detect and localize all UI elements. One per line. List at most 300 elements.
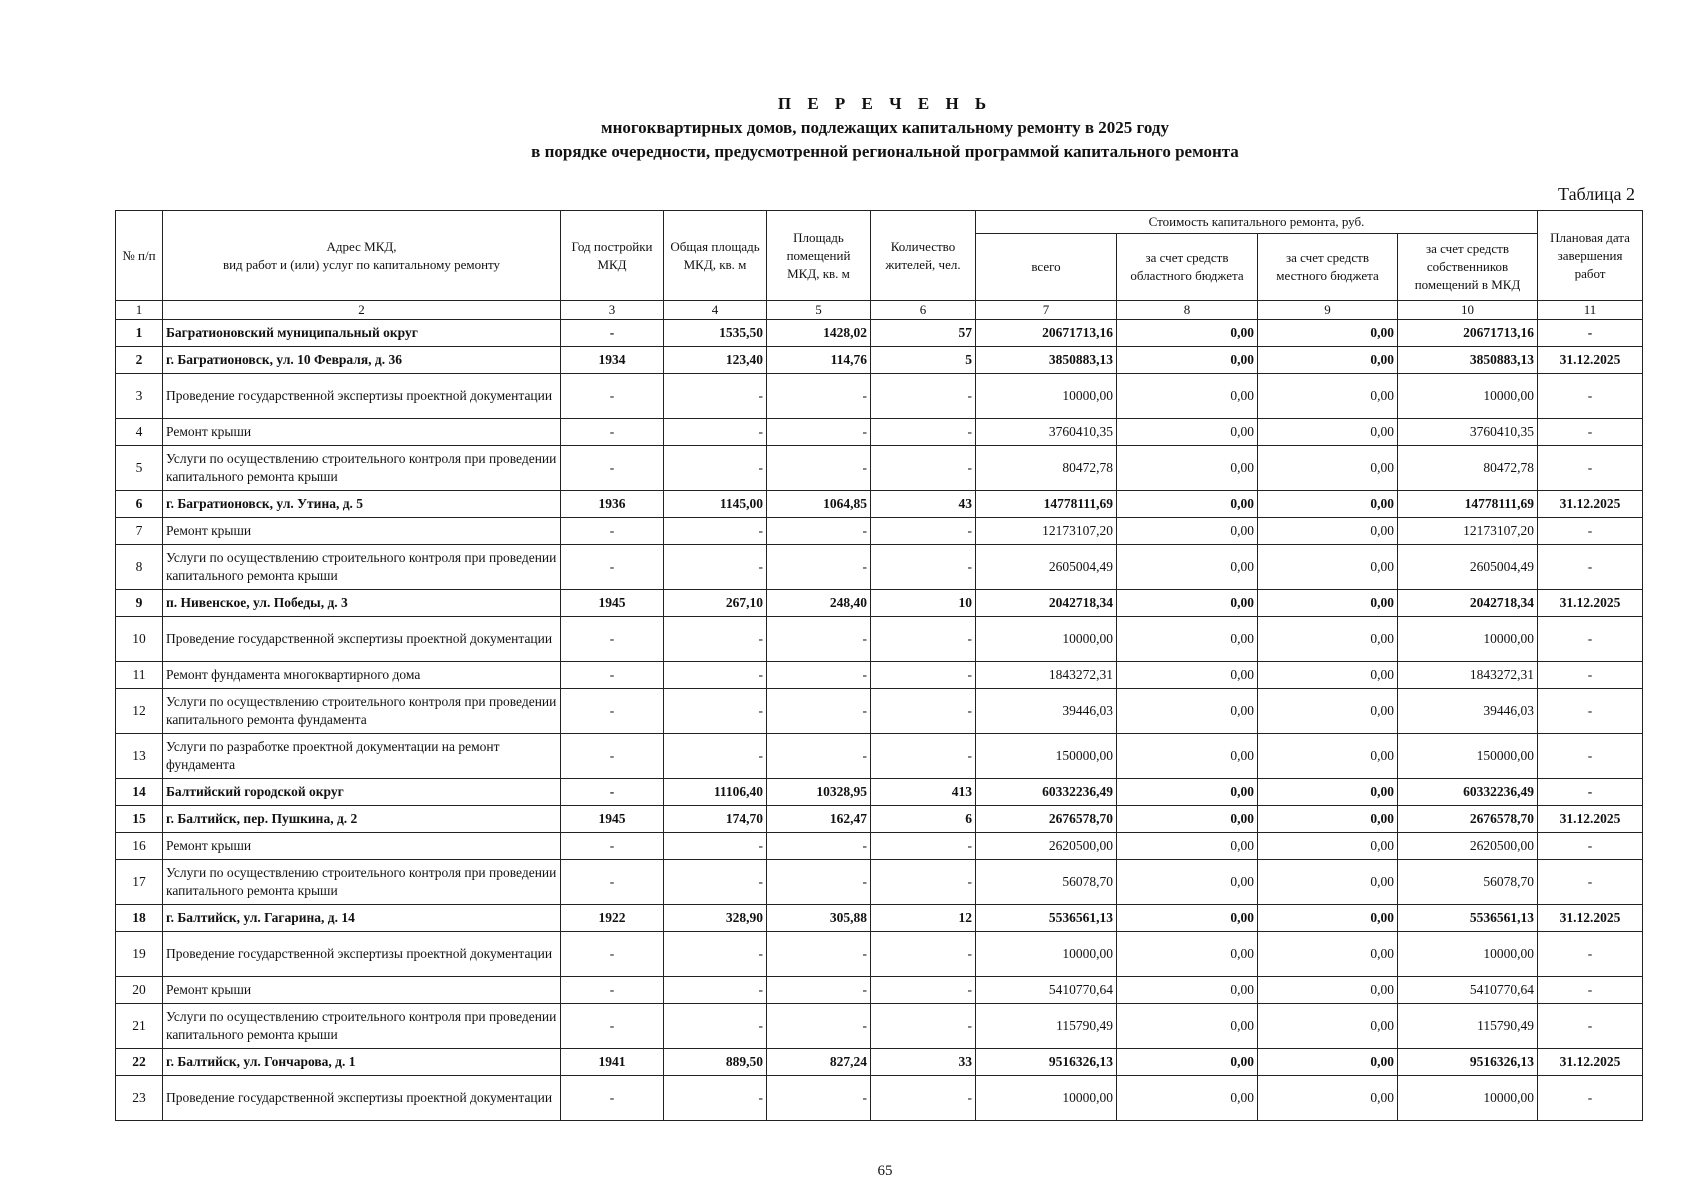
- cell-cost-local: 0,00: [1258, 374, 1398, 419]
- cell-cost-regional: 0,00: [1117, 779, 1258, 806]
- cell-total-area: -: [664, 932, 767, 977]
- cell-address: Услуги по осуществлению строительного контроля при проведении капитального ремонта крыши: [163, 446, 561, 491]
- cell-cost-local: 0,00: [1258, 491, 1398, 518]
- cell-cost-owners: 3760410,35: [1398, 419, 1538, 446]
- cell-premises-area: 827,24: [767, 1049, 871, 1076]
- cell-row-num: 20: [116, 977, 163, 1004]
- column-number-row: [116, 301, 1643, 320]
- header-cost-total: всего: [976, 234, 1117, 301]
- cell-cost-total: 2676578,70: [976, 806, 1117, 833]
- cell-planned-date: 31.12.2025: [1538, 806, 1643, 833]
- cell-total-area: -: [664, 833, 767, 860]
- cell-cost-regional: 0,00: [1117, 374, 1258, 419]
- cell-address: Ремонт крыши: [163, 419, 561, 446]
- cell-total-area: 328,90: [664, 905, 767, 932]
- cell-address: г. Багратионовск, ул. 10 Февраля, д. 36: [163, 347, 561, 374]
- cell-row-num: 9: [116, 590, 163, 617]
- cell-row-num: 2: [116, 347, 163, 374]
- column-number-cell: 4: [664, 301, 767, 320]
- cell-planned-date: -: [1538, 662, 1643, 689]
- cell-cost-regional: 0,00: [1117, 833, 1258, 860]
- cell-cost-local: 0,00: [1258, 518, 1398, 545]
- cell-cost-total: 10000,00: [976, 1076, 1117, 1121]
- cell-total-area: -: [664, 662, 767, 689]
- cell-total-area: 1145,00: [664, 491, 767, 518]
- cell-cost-owners: 14778111,69: [1398, 491, 1538, 518]
- cell-planned-date: -: [1538, 833, 1643, 860]
- cell-year: -: [561, 446, 664, 491]
- cell-cost-regional: 0,00: [1117, 491, 1258, 518]
- header-premises-area: Площадь помещений МКД, кв. м: [767, 211, 871, 301]
- cell-year: -: [561, 689, 664, 734]
- cell-address: Проведение государственной экспертизы проектной документации: [163, 617, 561, 662]
- cell-address: Услуги по осуществлению строительного контроля при проведении капитального ремонта крыши: [163, 545, 561, 590]
- cell-premises-area: -: [767, 833, 871, 860]
- table-row: [116, 545, 1643, 590]
- cell-cost-regional: 0,00: [1117, 518, 1258, 545]
- cell-residents: -: [871, 833, 976, 860]
- header-total-area: Общая площадь МКД, кв. м: [664, 211, 767, 301]
- cell-cost-total: 10000,00: [976, 932, 1117, 977]
- cell-cost-local: 0,00: [1258, 734, 1398, 779]
- cell-cost-local: 0,00: [1258, 545, 1398, 590]
- cell-total-area: -: [664, 734, 767, 779]
- cell-cost-owners: 2620500,00: [1398, 833, 1538, 860]
- cell-cost-local: 0,00: [1258, 1049, 1398, 1076]
- table-body: [116, 320, 1643, 1121]
- cell-cost-local: 0,00: [1258, 446, 1398, 491]
- document-subtitle-line1: многоквартирных домов, подлежащих капитальному ремонту в 2025 году: [601, 118, 1169, 137]
- cell-address: Багратионовский муниципальный округ: [163, 320, 561, 347]
- cell-planned-date: 31.12.2025: [1538, 491, 1643, 518]
- cell-residents: 33: [871, 1049, 976, 1076]
- cell-year: -: [561, 617, 664, 662]
- cell-cost-regional: 0,00: [1117, 662, 1258, 689]
- cell-cost-owners: 10000,00: [1398, 932, 1538, 977]
- cell-row-num: 22: [116, 1049, 163, 1076]
- cell-cost-regional: 0,00: [1117, 419, 1258, 446]
- cell-residents: 5: [871, 347, 976, 374]
- cell-premises-area: -: [767, 734, 871, 779]
- table-row: [116, 590, 1643, 617]
- cell-address: п. Нивенское, ул. Победы, д. 3: [163, 590, 561, 617]
- cell-planned-date: 31.12.2025: [1538, 1049, 1643, 1076]
- cell-cost-total: 5410770,64: [976, 977, 1117, 1004]
- cell-row-num: 16: [116, 833, 163, 860]
- cell-planned-date: -: [1538, 419, 1643, 446]
- cell-address: Услуги по осуществлению строительного контроля при проведении капитального ремонта фундамента: [163, 689, 561, 734]
- column-number-cell: 6: [871, 301, 976, 320]
- cell-cost-total: 56078,70: [976, 860, 1117, 905]
- cell-total-area: -: [664, 977, 767, 1004]
- cell-year: -: [561, 833, 664, 860]
- header-planned-date: Плановая дата завершения работ: [1538, 211, 1643, 301]
- cell-premises-area: 162,47: [767, 806, 871, 833]
- cell-cost-local: 0,00: [1258, 806, 1398, 833]
- cell-residents: -: [871, 518, 976, 545]
- cell-residents: -: [871, 662, 976, 689]
- cell-row-num: 10: [116, 617, 163, 662]
- cell-year: -: [561, 419, 664, 446]
- cell-planned-date: 31.12.2025: [1538, 905, 1643, 932]
- cell-cost-regional: 0,00: [1117, 932, 1258, 977]
- cell-cost-owners: 12173107,20: [1398, 518, 1538, 545]
- cell-cost-local: 0,00: [1258, 1076, 1398, 1121]
- cell-planned-date: -: [1538, 977, 1643, 1004]
- cell-premises-area: 114,76: [767, 347, 871, 374]
- table-row: [116, 689, 1643, 734]
- cell-cost-owners: 5410770,64: [1398, 977, 1538, 1004]
- cell-cost-regional: 0,00: [1117, 734, 1258, 779]
- cell-cost-total: 39446,03: [976, 689, 1117, 734]
- table-row: [116, 1004, 1643, 1049]
- cell-cost-regional: 0,00: [1117, 617, 1258, 662]
- cell-planned-date: 31.12.2025: [1538, 590, 1643, 617]
- cell-premises-area: -: [767, 662, 871, 689]
- cell-cost-total: 150000,00: [976, 734, 1117, 779]
- cell-year: -: [561, 1076, 664, 1121]
- cell-premises-area: -: [767, 446, 871, 491]
- cell-year: -: [561, 734, 664, 779]
- cell-residents: 10: [871, 590, 976, 617]
- cell-cost-regional: 0,00: [1117, 1004, 1258, 1049]
- cell-residents: 43: [871, 491, 976, 518]
- cell-year: 1945: [561, 590, 664, 617]
- cell-planned-date: -: [1538, 1076, 1643, 1121]
- column-number-cell: 11: [1538, 301, 1643, 320]
- header-cost-owners: за счет средств собственников помещений в МКД: [1398, 234, 1538, 301]
- cell-planned-date: -: [1538, 374, 1643, 419]
- cell-cost-regional: 0,00: [1117, 905, 1258, 932]
- cell-year: -: [561, 779, 664, 806]
- cell-row-num: 12: [116, 689, 163, 734]
- cell-premises-area: -: [767, 689, 871, 734]
- cell-planned-date: -: [1538, 932, 1643, 977]
- cell-cost-regional: 0,00: [1117, 689, 1258, 734]
- table-row: [116, 905, 1643, 932]
- cell-row-num: 3: [116, 374, 163, 419]
- cell-address: г. Багратионовск, ул. Утина, д. 5: [163, 491, 561, 518]
- cell-cost-owners: 9516326,13: [1398, 1049, 1538, 1076]
- cell-total-area: -: [664, 1076, 767, 1121]
- cell-residents: -: [871, 932, 976, 977]
- cell-total-area: 11106,40: [664, 779, 767, 806]
- cell-cost-owners: 39446,03: [1398, 689, 1538, 734]
- cell-cost-local: 0,00: [1258, 689, 1398, 734]
- column-number-cell: 9: [1258, 301, 1398, 320]
- cell-residents: 413: [871, 779, 976, 806]
- cell-residents: -: [871, 374, 976, 419]
- table-row: [116, 419, 1643, 446]
- cell-cost-owners: 1843272,31: [1398, 662, 1538, 689]
- cell-planned-date: -: [1538, 689, 1643, 734]
- cell-premises-area: 1428,02: [767, 320, 871, 347]
- cell-cost-regional: 0,00: [1117, 545, 1258, 590]
- cell-cost-local: 0,00: [1258, 347, 1398, 374]
- cell-year: -: [561, 545, 664, 590]
- table-row: [116, 374, 1643, 419]
- cell-row-num: 7: [116, 518, 163, 545]
- cell-cost-local: 0,00: [1258, 419, 1398, 446]
- cell-cost-owners: 2042718,34: [1398, 590, 1538, 617]
- header-cost-group: Стоимость капитального ремонта, руб.: [976, 211, 1538, 234]
- cell-year: -: [561, 1004, 664, 1049]
- cell-premises-area: -: [767, 617, 871, 662]
- cell-address: Проведение государственной экспертизы проектной документации: [163, 374, 561, 419]
- cell-cost-regional: 0,00: [1117, 590, 1258, 617]
- cell-year: -: [561, 662, 664, 689]
- table-row: [116, 833, 1643, 860]
- column-number-cell: 2: [163, 301, 561, 320]
- cell-address: Услуги по осуществлению строительного контроля при проведении капитального ремонта крыши: [163, 1004, 561, 1049]
- cell-cost-regional: 0,00: [1117, 320, 1258, 347]
- cell-cost-local: 0,00: [1258, 833, 1398, 860]
- cell-address: г. Балтийск, ул. Гончарова, д. 1: [163, 1049, 561, 1076]
- cell-cost-owners: 150000,00: [1398, 734, 1538, 779]
- cell-cost-owners: 56078,70: [1398, 860, 1538, 905]
- document-title: П Е Р Е Ч Е Н Ь: [777, 94, 993, 113]
- cell-row-num: 6: [116, 491, 163, 518]
- cell-premises-area: 248,40: [767, 590, 871, 617]
- cell-residents: -: [871, 617, 976, 662]
- cell-year: -: [561, 320, 664, 347]
- cell-year: 1936: [561, 491, 664, 518]
- cell-total-area: 889,50: [664, 1049, 767, 1076]
- cell-year: -: [561, 932, 664, 977]
- cell-cost-local: 0,00: [1258, 1004, 1398, 1049]
- cell-residents: -: [871, 860, 976, 905]
- cell-premises-area: -: [767, 419, 871, 446]
- cell-residents: 6: [871, 806, 976, 833]
- table-row: [116, 518, 1643, 545]
- cell-cost-regional: 0,00: [1117, 806, 1258, 833]
- cell-cost-owners: 60332236,49: [1398, 779, 1538, 806]
- cell-planned-date: -: [1538, 860, 1643, 905]
- table-row: [116, 779, 1643, 806]
- table-row: [116, 977, 1643, 1004]
- cell-planned-date: -: [1538, 1004, 1643, 1049]
- cell-premises-area: -: [767, 1076, 871, 1121]
- header-cost-regional: за счет средств областного бюджета: [1117, 234, 1258, 301]
- column-number-cell: 5: [767, 301, 871, 320]
- document-subtitle-line2: в порядке очередности, предусмотренной региональной программой капитального ремонта: [531, 142, 1239, 161]
- column-number-cell: 3: [561, 301, 664, 320]
- cell-cost-local: 0,00: [1258, 932, 1398, 977]
- cell-year: -: [561, 374, 664, 419]
- table-row: [116, 1049, 1643, 1076]
- cell-cost-total: 12173107,20: [976, 518, 1117, 545]
- cell-residents: -: [871, 977, 976, 1004]
- cell-row-num: 14: [116, 779, 163, 806]
- cell-premises-area: 10328,95: [767, 779, 871, 806]
- cell-row-num: 11: [116, 662, 163, 689]
- cell-address: Ремонт крыши: [163, 977, 561, 1004]
- page-number: 65: [877, 1163, 893, 1179]
- cell-total-area: -: [664, 518, 767, 545]
- cell-residents: -: [871, 1076, 976, 1121]
- cell-planned-date: -: [1538, 518, 1643, 545]
- cell-row-num: 23: [116, 1076, 163, 1121]
- cell-cost-regional: 0,00: [1117, 347, 1258, 374]
- cell-planned-date: -: [1538, 617, 1643, 662]
- cell-residents: -: [871, 545, 976, 590]
- cell-cost-owners: 10000,00: [1398, 374, 1538, 419]
- cell-total-area: -: [664, 860, 767, 905]
- table-label: Таблица 2: [1558, 184, 1635, 204]
- cell-planned-date: -: [1538, 545, 1643, 590]
- cell-cost-total: 5536561,13: [976, 905, 1117, 932]
- document-title-block: [0, 92, 1697, 164]
- cell-cost-total: 2042718,34: [976, 590, 1117, 617]
- cell-address: Услуги по осуществлению строительного контроля при проведении капитального ремонта крыши: [163, 860, 561, 905]
- header-num: № п/п: [116, 211, 163, 301]
- cell-cost-total: 14778111,69: [976, 491, 1117, 518]
- cell-premises-area: -: [767, 977, 871, 1004]
- table-row: [116, 734, 1643, 779]
- cell-total-area: -: [664, 419, 767, 446]
- table-row: [116, 446, 1643, 491]
- cell-year: -: [561, 860, 664, 905]
- cell-address: Ремонт крыши: [163, 833, 561, 860]
- cell-cost-owners: 10000,00: [1398, 1076, 1538, 1121]
- cell-total-area: 174,70: [664, 806, 767, 833]
- cell-cost-local: 0,00: [1258, 662, 1398, 689]
- cell-premises-area: -: [767, 545, 871, 590]
- cell-address: Проведение государственной экспертизы проектной документации: [163, 932, 561, 977]
- cell-year: 1945: [561, 806, 664, 833]
- table-row: [116, 320, 1643, 347]
- cell-premises-area: -: [767, 860, 871, 905]
- table-row: [116, 860, 1643, 905]
- cell-cost-total: 2620500,00: [976, 833, 1117, 860]
- cell-planned-date: 31.12.2025: [1538, 347, 1643, 374]
- cell-address: Ремонт фундамента многоквартирного дома: [163, 662, 561, 689]
- column-number-cell: 10: [1398, 301, 1538, 320]
- cell-premises-area: -: [767, 932, 871, 977]
- cell-planned-date: -: [1538, 320, 1643, 347]
- cell-premises-area: -: [767, 518, 871, 545]
- cell-cost-total: 1843272,31: [976, 662, 1117, 689]
- column-number-cell: 8: [1117, 301, 1258, 320]
- cell-cost-owners: 3850883,13: [1398, 347, 1538, 374]
- cell-cost-total: 2605004,49: [976, 545, 1117, 590]
- cell-total-area: -: [664, 446, 767, 491]
- header-residents: Количество жителей, чел.: [871, 211, 976, 301]
- cell-total-area: 123,40: [664, 347, 767, 374]
- cell-planned-date: -: [1538, 446, 1643, 491]
- cell-cost-total: 10000,00: [976, 374, 1117, 419]
- cell-residents: -: [871, 1004, 976, 1049]
- table-row: [116, 806, 1643, 833]
- cell-year: -: [561, 977, 664, 1004]
- cell-total-area: -: [664, 689, 767, 734]
- cell-cost-total: 115790,49: [976, 1004, 1117, 1049]
- cell-planned-date: -: [1538, 734, 1643, 779]
- cell-total-area: -: [664, 545, 767, 590]
- cell-cost-total: 10000,00: [976, 617, 1117, 662]
- cell-year: -: [561, 518, 664, 545]
- cell-premises-area: 1064,85: [767, 491, 871, 518]
- cell-cost-owners: 5536561,13: [1398, 905, 1538, 932]
- cell-cost-local: 0,00: [1258, 860, 1398, 905]
- cell-total-area: -: [664, 1004, 767, 1049]
- table-row: [116, 932, 1643, 977]
- cell-total-area: -: [664, 617, 767, 662]
- header-year: Год постройки МКД: [561, 211, 664, 301]
- cell-address: г. Балтийск, пер. Пушкина, д. 2: [163, 806, 561, 833]
- cell-residents: -: [871, 689, 976, 734]
- cell-residents: -: [871, 419, 976, 446]
- cell-cost-owners: 115790,49: [1398, 1004, 1538, 1049]
- cell-cost-local: 0,00: [1258, 590, 1398, 617]
- cell-cost-local: 0,00: [1258, 905, 1398, 932]
- cell-row-num: 1: [116, 320, 163, 347]
- table-row: [116, 617, 1643, 662]
- cell-cost-total: 20671713,16: [976, 320, 1117, 347]
- cell-row-num: 8: [116, 545, 163, 590]
- cell-row-num: 19: [116, 932, 163, 977]
- cell-cost-total: 3760410,35: [976, 419, 1117, 446]
- cell-row-num: 21: [116, 1004, 163, 1049]
- cell-cost-total: 60332236,49: [976, 779, 1117, 806]
- cell-row-num: 13: [116, 734, 163, 779]
- repair-list-table: [115, 210, 1643, 1121]
- column-number-cell: 7: [976, 301, 1117, 320]
- table-row: [116, 1076, 1643, 1121]
- cell-cost-owners: 80472,78: [1398, 446, 1538, 491]
- cell-premises-area: 305,88: [767, 905, 871, 932]
- table-row: [116, 347, 1643, 374]
- cell-residents: 12: [871, 905, 976, 932]
- cell-cost-local: 0,00: [1258, 779, 1398, 806]
- cell-cost-regional: 0,00: [1117, 977, 1258, 1004]
- cell-cost-regional: 0,00: [1117, 1076, 1258, 1121]
- cell-cost-local: 0,00: [1258, 320, 1398, 347]
- cell-cost-total: 3850883,13: [976, 347, 1117, 374]
- cell-residents: -: [871, 446, 976, 491]
- cell-cost-local: 0,00: [1258, 617, 1398, 662]
- cell-row-num: 5: [116, 446, 163, 491]
- cell-cost-owners: 2676578,70: [1398, 806, 1538, 833]
- cell-cost-regional: 0,00: [1117, 1049, 1258, 1076]
- column-number-cell: 1: [116, 301, 163, 320]
- table-row: [116, 491, 1643, 518]
- cell-premises-area: -: [767, 374, 871, 419]
- cell-row-num: 4: [116, 419, 163, 446]
- cell-total-area: -: [664, 374, 767, 419]
- cell-residents: -: [871, 734, 976, 779]
- cell-planned-date: -: [1538, 779, 1643, 806]
- cell-cost-local: 0,00: [1258, 977, 1398, 1004]
- cell-row-num: 18: [116, 905, 163, 932]
- cell-address: Услуги по разработке проектной документации на ремонт фундамента: [163, 734, 561, 779]
- cell-total-area: 267,10: [664, 590, 767, 617]
- cell-cost-total: 9516326,13: [976, 1049, 1117, 1076]
- cell-cost-regional: 0,00: [1117, 446, 1258, 491]
- cell-cost-owners: 2605004,49: [1398, 545, 1538, 590]
- header-address: Адрес МКД, вид работ и (или) услуг по капитальному ремонту: [163, 211, 561, 301]
- cell-year: 1934: [561, 347, 664, 374]
- header-cost-local: за счет средств местного бюджета: [1258, 234, 1398, 301]
- cell-address: Ремонт крыши: [163, 518, 561, 545]
- cell-address: г. Балтийск, ул. Гагарина, д. 14: [163, 905, 561, 932]
- cell-total-area: 1535,50: [664, 320, 767, 347]
- cell-address: Балтийский городской округ: [163, 779, 561, 806]
- cell-address: Проведение государственной экспертизы проектной документации: [163, 1076, 561, 1121]
- cell-cost-regional: 0,00: [1117, 860, 1258, 905]
- cell-year: 1922: [561, 905, 664, 932]
- cell-cost-owners: 10000,00: [1398, 617, 1538, 662]
